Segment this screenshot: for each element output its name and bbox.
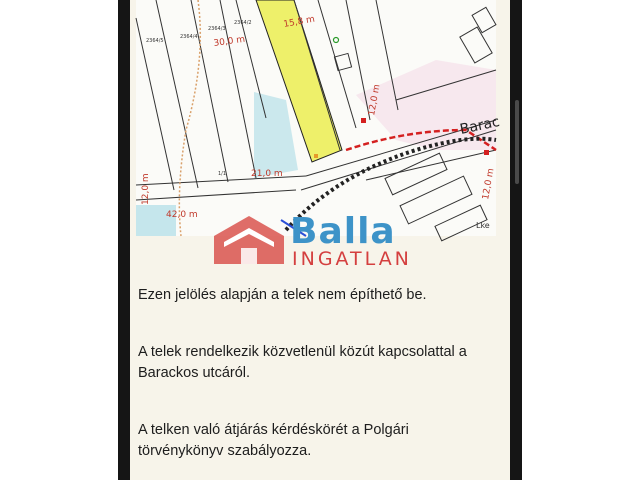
blue-parcel-area — [254, 92, 298, 178]
dim-label-right-vertical: 12,0 m — [481, 167, 497, 201]
description-paragraph-2: A telek rendelkezik közvetlenül közút kapcsolattal a Barackos utcáról. — [138, 344, 467, 381]
scrollbar-thumb[interactable] — [515, 100, 519, 184]
red-marker-2 — [484, 150, 489, 155]
parcel-label-1: 2364/5 — [146, 38, 164, 44]
description-paragraph-1: Ezen jelölés alapján a telek nem építhető be. — [138, 287, 427, 303]
parcel-label-3: 2364/3 — [208, 26, 226, 32]
orange-marker — [314, 154, 318, 158]
dim-label-top: 15,8 m — [282, 14, 316, 30]
parcel-map-image — [136, 0, 502, 236]
parcel-label-5: 1/1 — [218, 171, 227, 177]
watermark-brand-name: Balla — [290, 211, 396, 252]
watermark — [214, 212, 514, 268]
parcel-label-2: 2364/4 — [180, 34, 198, 40]
parcel-map-drawing — [136, 0, 502, 236]
green-marker — [334, 38, 339, 43]
dim-label-bottom-left: 42,0 m — [166, 210, 198, 220]
dim-label-upper-left: 30,0 m — [213, 34, 246, 49]
dim-label-lower-middle: 21,0 m — [251, 169, 283, 179]
watermark-subtitle: INGATLAN — [292, 248, 412, 270]
description-paragraph-3: A telken való átjárás kérdéskörét a Polgári törvénykönyv szabályozza. — [138, 422, 409, 459]
parcel-label-4: 2364/2 — [234, 20, 252, 26]
phone-screen — [130, 0, 510, 480]
corner-label: Lke — [476, 221, 490, 230]
street-name-label: Barac — [458, 113, 502, 138]
dim-label-vertical-right: 12,0 m — [367, 83, 383, 117]
house-logo-icon — [214, 216, 284, 264]
phone-frame-left — [118, 0, 130, 480]
red-marker-1 — [361, 118, 366, 123]
dim-label-left-vertical: 12,0 m — [141, 173, 151, 205]
